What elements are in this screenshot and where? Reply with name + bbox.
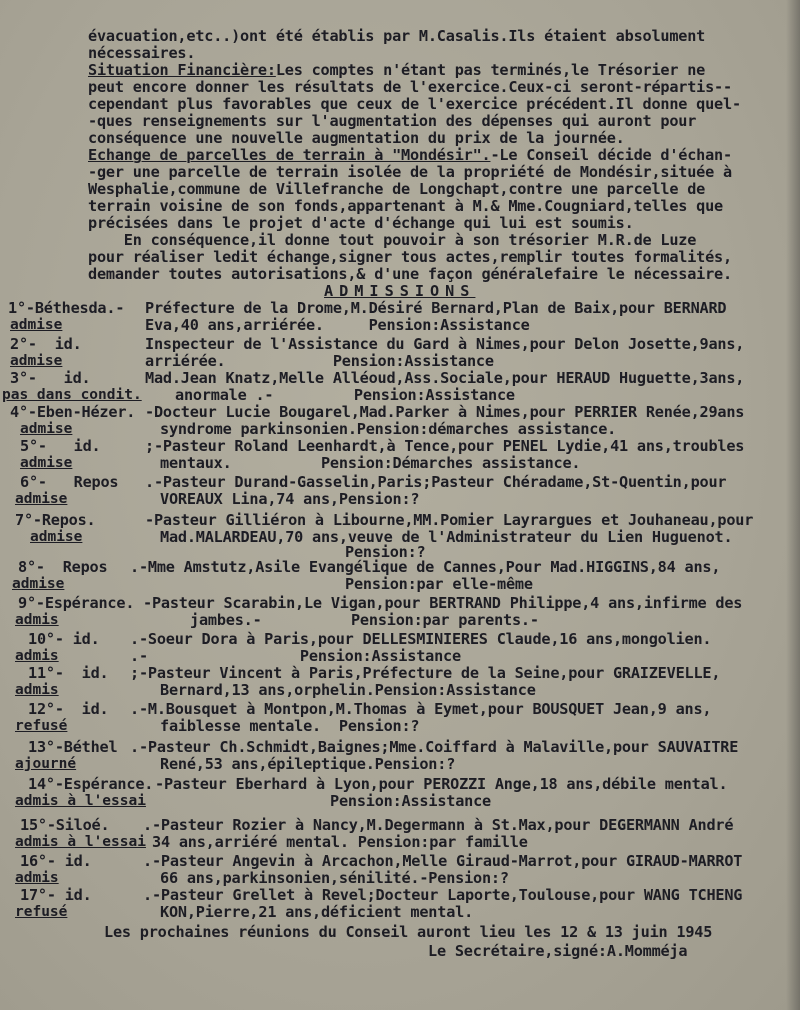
admission-number: 16°- id. <box>20 852 92 870</box>
admission-number: 9°-Espérance. <box>18 594 135 612</box>
echange-line-3: Wesphalie,commune de Villefranche de Longchapt,contre une parcelle de <box>88 180 706 198</box>
admission-line-1: Inspecteur de l'Assistance du Gard à Nimes,pour Delon Josette,9ans, <box>145 335 745 353</box>
admission-line-1: -Pasteur Eberhard à Lyon,pour PEROZZI Ange,18 ans,débile mental. <box>155 775 728 793</box>
admission-line-1: ;-Pasteur Vincent à Paris,Préfecture de la Seine,pour GRAIZEVELLE, <box>130 664 721 682</box>
admission-line-1: Préfecture de la Drome,M.Désiré Bernard,Plan de Baix,pour BERNARD <box>145 299 727 317</box>
intro-line-2: nécessaires. <box>88 44 196 62</box>
echange-heading: Echange de parcelles de terrain à "Mondésir". <box>88 146 491 164</box>
admission-status: admise <box>20 421 73 437</box>
admission-number: 15°-Siloé. <box>20 816 110 834</box>
admission-line-2: .- Pension:Assistance <box>130 647 461 665</box>
echange-line-1: -Le Conseil décide d'échan- <box>490 146 732 164</box>
admission-line-2: jambes.- Pension:par parents.- <box>190 611 539 629</box>
next-meeting-text: Les prochaines réunions du Conseil auront lieu les 12 & 13 juin 1945 <box>104 923 713 941</box>
echange-paragraph-line-1 <box>88 147 732 164</box>
admission-status: admise <box>20 455 73 471</box>
admission-number: 7°-Repos. <box>15 511 96 529</box>
admission-status: refusé <box>15 718 68 734</box>
admission-number: 8°- Repos <box>18 558 108 576</box>
admission-line-2: Eva,40 ans,arriérée. Pension:Assistance <box>145 316 530 334</box>
echange-line-4: terrain voisine de son fonds,appartenant à M.& Mme.Cougniard,telles que <box>88 197 723 215</box>
finance-line-3: cependant plus favorables que ceux de l'exercice précédent.Il donne quel- <box>88 95 741 113</box>
admission-line-2: Pension:par elle-même <box>345 575 533 593</box>
admission-status: admise <box>12 576 65 592</box>
finance-paragraph-line-1 <box>88 62 705 79</box>
admission-line-2: 66 ans,parkinsonien,sénilité.-Pension:? <box>160 869 509 887</box>
admission-line-1: .-Pasteur Angevin à Arcachon,Melle Giraud-Marrot,pour GIRAUD-MARROT <box>143 852 743 870</box>
admission-line-1: .-Pasteur Ch.Schmidt,Baignes;Mme.Coiffard à Malaville,pour SAUVAITRE <box>130 738 739 756</box>
admission-status: admis <box>15 612 59 628</box>
admission-status: admis à l'essai <box>15 793 146 809</box>
admission-line-2: anormale .- Pension:Assistance <box>175 386 515 404</box>
admission-line-2: mentaux. Pension:Démarches assistance. <box>160 454 581 472</box>
finance-line-2: peut encore donner les résultats de l'exercice.Ceux-ci seront-répartis-- <box>88 78 732 96</box>
finance-line-4: -ques renseignements sur l'augmentation des dépenses qui auront pour <box>88 112 697 130</box>
admission-status: refusé <box>15 904 68 920</box>
admission-number: 6°- Repos <box>20 473 119 491</box>
admission-status: ajourné <box>15 756 77 772</box>
admission-status: admis <box>15 870 59 886</box>
admission-status: admise <box>15 491 68 507</box>
admission-line-2: VOREAUX Lina,74 ans,Pension:? <box>160 490 420 508</box>
finance-line-5: conséquence une nouvelle augmentation du prix de la journée. <box>88 129 625 147</box>
admission-number: 14°-Espérance. <box>28 775 154 793</box>
echange-line-7: pour réaliser ledit échange,signer tous actes,remplir toutes formalités, <box>88 248 732 266</box>
admission-line-2: faiblesse mentale. Pension:? <box>160 717 420 735</box>
admission-number: 3°- id. <box>10 369 91 387</box>
admission-number: 11°- id. <box>28 664 109 682</box>
admission-line-2: KON,Pierre,21 ans,déficient mental. <box>160 903 474 921</box>
admission-line-1: .-Pasteur Rozier à Nancy,M.Degermann à St.Max,pour DEGERMANN André <box>143 816 734 834</box>
admission-status: admis <box>15 682 59 698</box>
finance-line-1: Les comptes n'étant pas terminés,le Trésorier ne <box>275 61 706 79</box>
signature-text: Le Secrétaire,signé:A.Momméja <box>428 942 688 960</box>
admission-line-1: -Pasteur Gilliéron à Libourne,MM.Pomier Layrargues et Jouhaneau,pour <box>145 511 754 529</box>
admission-status: pas dans condit. <box>2 387 142 403</box>
echange-line-6: En conséquence,il donne tout pouvoir à son trésorier M.R.de Luze <box>88 231 697 249</box>
admission-line-1: -Docteur Lucie Bougarel,Mad.Parker à Nimes,pour PERRIER Renée,29ans <box>145 403 745 421</box>
intro-line-1: évacuation,etc..)ont été établis par M.Casalis.Ils étaient absolument <box>88 27 706 45</box>
admission-line-2: arriérée. Pension:Assistance <box>145 352 494 370</box>
admission-number: 2°- id. <box>10 335 82 353</box>
admission-line-2: Mad.MALARDEAU,70 ans,veuve de l'Administrateur du Lien Huguenot. <box>160 528 733 546</box>
admission-line-1: .-Pasteur Durand-Gasselin,Paris;Pasteur Chéradame,St-Quentin,pour <box>145 473 727 491</box>
admission-line-1: .-M.Bousquet à Montpon,M.Thomas à Eymet,pour BOUSQUET Jean,9 ans, <box>130 700 712 718</box>
admission-line-2: Bernard,13 ans,orphelin.Pension:Assistance <box>160 681 536 699</box>
admission-line-3: Pension:? <box>345 543 426 561</box>
admission-line-1: .-Soeur Dora à Paris,pour DELLESMINIERES Claude,16 ans,mongolien. <box>130 630 712 648</box>
admission-line-2: 34 ans,arriéré mental. Pension:par famille <box>152 833 528 851</box>
echange-line-2: -ger une parcelle de terrain isolée de la propriété de Mondésir,située à <box>88 163 732 181</box>
admission-number: 1°-Béthesda.- <box>8 299 125 317</box>
echange-line-5: précisées dans le projet d'acte d'échange qui lui est soumis. <box>88 214 634 232</box>
admission-status: admis à l'essai <box>15 834 146 850</box>
admission-number: 12°- id. <box>28 700 109 718</box>
admission-line-2: René,53 ans,épileptique.Pension:? <box>160 755 456 773</box>
admission-line-2: syndrome parkinsonien.Pension:démarches assistance. <box>160 420 617 438</box>
admission-line-1: -Pasteur Scarabin,Le Vigan,pour BERTRAND Philippe,4 ans,infirme des <box>143 594 743 612</box>
admission-line-1: .-Pasteur Grellet à Revel;Docteur Laporte,Toulouse,pour WANG TCHENG <box>143 886 743 904</box>
page-edge-shadow <box>786 0 800 1010</box>
admission-line-1: Mad.Jean Knatz,Melle Alléoud,Ass.Sociale,pour HERAUD Huguette,3ans, <box>145 369 745 387</box>
admissions-heading: ADMISSIONS <box>324 282 476 300</box>
admission-status: admise <box>30 529 83 545</box>
admission-number: 5°- id. <box>20 437 101 455</box>
echange-line-8: demander toutes autorisations,& d'une façon généralefaire le nécessaire. <box>88 265 732 283</box>
admission-number: 13°-Béthel <box>28 738 118 756</box>
admission-line-1: ;-Pasteur Roland Leenhardt,à Tence,pour PENEL Lydie,41 ans,troubles <box>145 437 745 455</box>
admission-line-1: .-Mme Amstutz,Asile Evangélique de Cannes,Pour Mad.HIGGINS,84 ans, <box>130 558 721 576</box>
admission-number: 4°-Eben-Hézer. <box>10 403 136 421</box>
admission-line-2: Pension:Assistance <box>330 792 491 810</box>
admission-number: 10°- id. <box>28 630 100 648</box>
admission-status: admis <box>15 648 59 664</box>
admission-status: admise <box>10 353 63 369</box>
admission-number: 17°- id. <box>20 886 92 904</box>
finance-heading: Situation Financière: <box>88 61 276 79</box>
admission-status: admise <box>10 317 63 333</box>
